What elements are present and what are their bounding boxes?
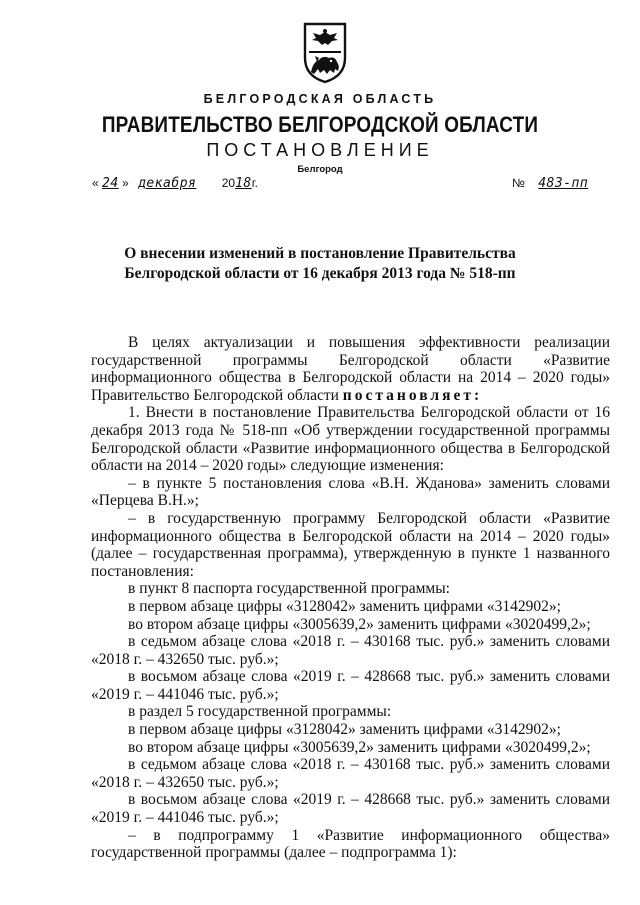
paragraph: 1. Внести в постановление Правительства Белгородской области от 16 декабря 2013 года № 518-пп «Об утверждении государственной программы Белгородской области «Развитие информационного общества в Белгородской области на 2014 – 2020 годы» следующие изменения: — [91, 404, 610, 475]
date-year-abbr: г. — [251, 176, 258, 190]
document-body — [91, 334, 610, 862]
city-name: Белгород — [297, 164, 343, 175]
number-value: 483-пп — [538, 176, 589, 191]
paragraph: – в подпрограмму 1 «Развитие информационного общества» государственной программы (далее – подпрограмма 1): — [91, 826, 610, 862]
date-year-prefix: 20 — [221, 176, 236, 190]
paragraph: в раздел 5 государственной программы: — [128, 703, 392, 721]
paragraph: во втором абзаце цифры «3005639,2» заменить цифрами «3020499,2»; — [128, 738, 591, 756]
document-title — [0, 244, 640, 284]
paragraph: во втором абзаце цифры «3005639,2» заменить цифрами «3020499,2»; — [128, 615, 591, 633]
paragraph: – в пункте 5 постановления слова «В.Н. Жданова» заменить словами «Перцева В.Н.»; — [91, 474, 610, 510]
decree-number — [512, 176, 588, 191]
decree-type: ПОСТАНОВЛЕНИЕ — [206, 140, 434, 160]
decree-date — [92, 176, 258, 191]
paragraph: в восьмом абзаце слова «2019 г. – 428668 тыс. руб.» заменить словами «2019 г. – 441046 тыс. руб.»; — [91, 668, 610, 703]
number-label: № — [512, 176, 525, 190]
date-month: декабря — [138, 176, 197, 191]
decrees-word: постановляет: — [342, 386, 483, 404]
title-line-1: О внесении изменений в постановление Правительства — [124, 245, 516, 262]
date-year-suffix: 18 — [235, 176, 252, 191]
preamble-text: В целях актуализации и повышения эффективности реализации государственной программы Белгородской области «Развитие информационного общества в Белгородской области на 2014 – 2020 годы» Правительство Белгородской области — [91, 334, 610, 404]
date-day: 24 — [102, 176, 119, 191]
paragraph: в восьмом абзаце слова «2019 г. – 428668 тыс. руб.» заменить словами «2019 г. – 441046 тыс. руб.»; — [91, 791, 610, 827]
paragraph-preamble — [91, 334, 610, 404]
date-open-quote: « — [92, 176, 99, 190]
paragraph: в пункт 8 паспорта государственной программы: — [128, 580, 450, 598]
paragraph: в первом абзаце цифры «3128042» заменить цифрами «3142902»; — [128, 597, 561, 615]
paragraph: в седьмом абзаце слова «2018 г. – 430168 тыс. руб.» заменить словами «2018 г. – 432650 тыс. руб.»; — [91, 633, 610, 668]
coat-of-arms-icon — [301, 22, 349, 84]
region-name: БЕЛГОРОДСКАЯ ОБЛАСТЬ — [203, 92, 437, 106]
date-close-quote: » — [122, 176, 129, 190]
paragraph: в седьмом абзаце слова «2018 г. – 430168 тыс. руб.» заменить словами «2018 г. – 432650 тыс. руб.»; — [91, 756, 610, 791]
government-name: ПРАВИТЕЛЬСТВО БЕЛГОРОДСКОЙ ОБЛАСТИ — [101, 112, 539, 137]
title-line-2: Белгородской области от 16 декабря 2013 года № 518-пп — [124, 265, 516, 282]
paragraph: в первом абзаце цифры «3128042» заменить цифрами «3142902»; — [128, 721, 561, 739]
paragraph: – в государственную программу Белгородской области «Развитие информационного общества в Белгородской области на 2014 – 2020 годы» (далее – государственная программа), утвержденную в пункте 1 названного постановления: — [91, 509, 610, 580]
